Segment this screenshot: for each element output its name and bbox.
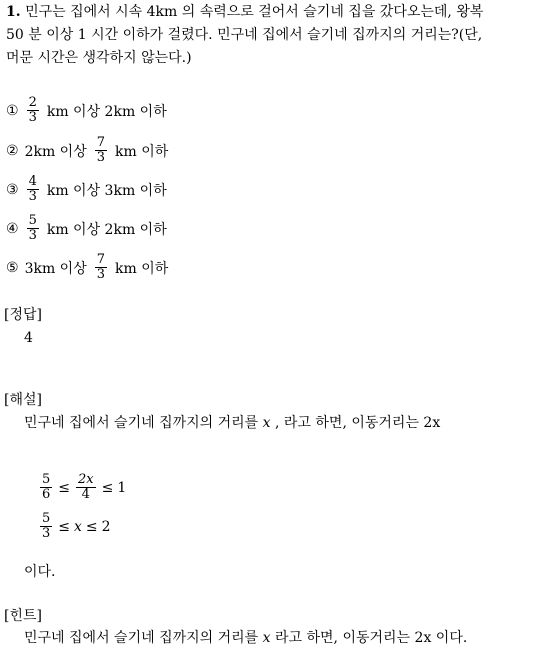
equation-2: $\frac{5}{3}$ ≤ x ≤ 2	[42, 511, 111, 541]
option-text: 3km 이상	[24, 260, 87, 277]
question-line-1	[6, 2, 483, 22]
fraction: $\frac{2}{3}$	[28, 95, 37, 125]
explanation-conclusion: 이다.	[24, 564, 56, 580]
option-text: 2km 이상	[24, 143, 87, 160]
option-3[interactable]	[6, 175, 167, 204]
option-marker: ③	[6, 181, 19, 198]
hint-label: [힌트]	[4, 608, 42, 624]
answer-value: 4	[24, 330, 33, 346]
fraction: $\frac{5}{3}$	[28, 213, 37, 243]
option-1[interactable]	[6, 96, 167, 125]
answer-label: [정답]	[4, 307, 42, 323]
fraction: $\frac{7}{3}$	[96, 252, 106, 282]
question-text-1: 민구는 집에서 시속 4km 의 속력으로 걸어서 슬기네 집을 갔다오는데, 왕복	[25, 4, 484, 20]
question-number: 1.	[6, 4, 21, 20]
option-2[interactable]	[6, 136, 168, 165]
option-text: km 이하	[115, 260, 169, 277]
option-4[interactable]	[6, 214, 167, 243]
option-text: km 이상 3km 이하	[46, 182, 167, 199]
option-text: km 이하	[115, 143, 169, 160]
option-5[interactable]	[6, 253, 168, 282]
option-marker: ⑤	[6, 259, 19, 276]
explanation-line-1: 민구네 집에서 슬기네 집까지의 거리를 x , 라고 하면, 이동거리는 2x	[24, 415, 441, 431]
question-text-3: 머문 시간은 생각하지 않는다.)	[6, 50, 192, 66]
option-marker: ①	[6, 102, 19, 119]
option-marker: ④	[6, 220, 19, 237]
fraction: $\frac{4}{3}$	[28, 174, 37, 204]
question-text-2: 50 분 이상 1 시간 이하가 걸렸다. 민구네 집에서 슬기네 집까지의 거리는?(단,	[6, 27, 483, 43]
equation-1: $\frac{5}{6}$ ≤ $\frac{2x}{4}$ ≤ 1	[42, 472, 127, 502]
variable-x: x	[262, 415, 271, 431]
variable-2x: 2x	[423, 415, 441, 431]
explanation-label: [해설]	[4, 392, 42, 408]
fraction: $\frac{7}{3}$	[96, 135, 106, 165]
option-text: km 이상 2km 이하	[46, 221, 167, 238]
hint-text: 민구네 집에서 슬기네 집까지의 거리를 x 라고 하면, 이동거리는 2x 이다.	[24, 630, 468, 646]
option-text: km 이상 2km 이하	[46, 103, 167, 120]
option-marker: ②	[6, 142, 19, 159]
